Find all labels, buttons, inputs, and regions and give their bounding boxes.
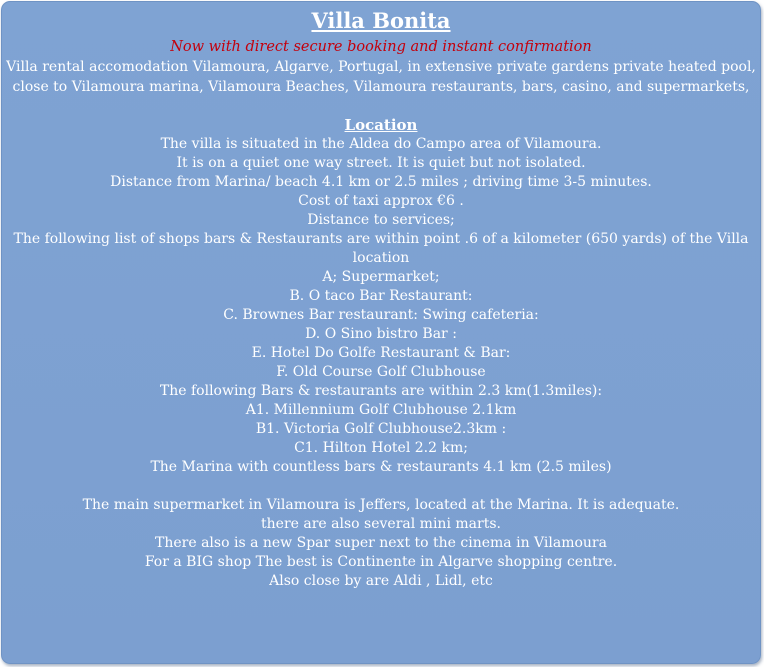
supermarket-line: there are also several mini marts. xyxy=(261,516,501,532)
location-line: B. O taco Bar Restaurant: xyxy=(289,288,473,304)
location-line: Distance to services; xyxy=(307,212,455,228)
intro-text: Villa rental accomodation Vilamoura, Algarve, Portugal, in extensive private gardens private heated pool, close to Vilamoura marina, Vilamoura Beaches, Vilamoura restaurants, bars, casino, and supermarkets, xyxy=(6,59,756,95)
location-line: The villa is situated in the Aldea do Campo area of Vilamoura. xyxy=(160,136,602,152)
supermarket-line: The main supermarket in Vilamoura is Jeffers, located at the Marina. It is adequate. xyxy=(82,497,680,513)
supermarket-line: There also is a new Spar super next to the cinema in Vilamoura xyxy=(155,535,607,551)
location-details xyxy=(2,135,760,477)
location-line: Distance from Marina/ beach 4.1 km or 2.5 miles ; driving time 3-5 minutes. xyxy=(110,174,652,190)
spacer xyxy=(2,477,760,496)
location-line: D. O Sino bistro Bar : xyxy=(305,326,457,342)
location-line: Cost of taxi approx €6 . xyxy=(298,193,464,209)
location-line: E. Hotel Do Golfe Restaurant & Bar: xyxy=(251,345,511,361)
location-line: The Marina with countless bars & restaurants 4.1 km (2.5 miles) xyxy=(150,459,612,475)
supermarket-line: Also close by are Aldi , Lidl, etc xyxy=(269,573,493,589)
supermarket-line: For a BIG shop The best is Continente in Algarve shopping centre. xyxy=(144,554,618,570)
location-line: C1. Hilton Hotel 2.2 km; xyxy=(294,440,468,456)
location-line: A; Supermarket; xyxy=(322,269,440,285)
supermarket-details xyxy=(2,496,760,591)
location-heading: Location xyxy=(344,116,418,134)
location-line: A1. Millennium Golf Clubhouse 2.1km xyxy=(245,402,517,418)
booking-tagline: Now with direct secure booking and instant confirmation xyxy=(170,39,592,55)
location-line: It is on a quiet one way street. It is quiet but not isolated. xyxy=(176,155,586,171)
page-title[interactable]: Villa Bonita xyxy=(311,8,451,33)
location-line: The following list of shops bars & Restaurants are within point .6 of a kilometer (650 yards) of the Villa location xyxy=(13,231,749,266)
location-line: The following Bars & restaurants are within 2.3 km(1.3miles): xyxy=(159,383,603,399)
villa-info-panel xyxy=(1,1,761,664)
location-line: C. Brownes Bar restaurant: Swing cafeteria: xyxy=(223,307,539,323)
location-line: F. Old Course Golf Clubhouse xyxy=(276,364,486,380)
location-line: B1. Victoria Golf Clubhouse2.3km : xyxy=(255,421,507,437)
